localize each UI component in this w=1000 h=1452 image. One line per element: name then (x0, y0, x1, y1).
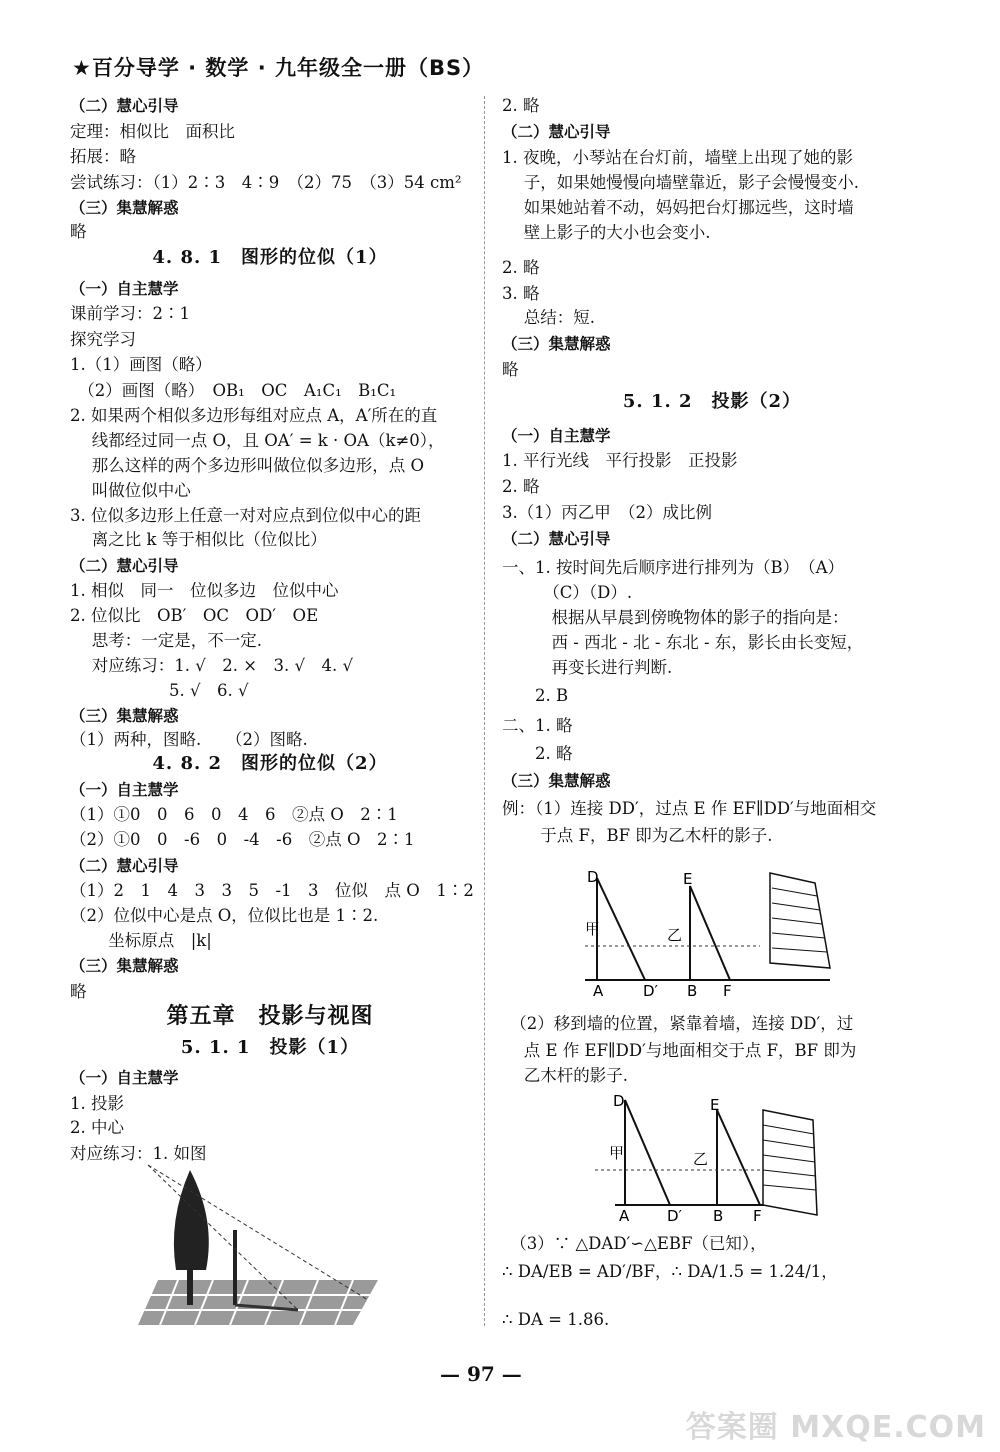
left-text-line: 思考：一定是，不一定. (70, 631, 262, 650)
right-section-heading: （三）集慧解惑 (502, 335, 611, 353)
left-text-line: 那么这样的两个多边形叫做位似多边形，点 O (70, 456, 425, 475)
left-text-line: 离之比 k 等于相似比（位似比） (70, 530, 327, 549)
fig2-label-dp: D′ (667, 1207, 682, 1225)
fig2-label-yi: 乙 (693, 1150, 709, 1168)
left-text-line: （2）①0 0 -6 0 -4 -6 ②点 O 2∶1 (70, 830, 415, 849)
shadow-figure-2 (595, 1090, 835, 1225)
right-text-line: 2. 略 (502, 258, 540, 277)
left-section-heading: （三）集慧解惑 (70, 957, 179, 975)
right-text-line: 二、1. 略 (502, 716, 573, 735)
right-text-line: 2. 略 (502, 744, 573, 763)
tree-projection-figure (138, 1160, 388, 1330)
left-text-line: 3. 位似多边形上任意一对对应点到位似中心的距 (70, 506, 421, 525)
page-number: — 97 — (440, 1362, 522, 1386)
fig1-label-jia: 甲 (585, 920, 601, 938)
left-text-line: 2. 中心 (70, 1118, 124, 1137)
left-section-heading: （三）集慧解惑 (70, 199, 179, 217)
fig1-label-yi: 乙 (667, 926, 683, 944)
fig2-label-b: B (713, 1207, 724, 1225)
right-text-line: 如果她站着不动，妈妈把台灯挪远些，这时墙 (502, 198, 854, 217)
left-section-heading: （一）自主慧学 (70, 1069, 179, 1087)
right-text-line: 1. 夜晚，小琴站在台灯前，墙壁上出现了她的影 (502, 148, 853, 167)
fig1-label-d: D (587, 868, 599, 886)
left-text-line: 1.（1）画图（略） (70, 355, 212, 374)
book-header: ★百分导学 · 数学 · 九年级全一册（BS） (72, 56, 485, 80)
right-text-line: 根据从早晨到傍晚物体的影子的指向是： (502, 608, 849, 627)
left-text-line: 线都经过同一点 O，且 OA′ = k · OA（k≠0）， (70, 431, 445, 450)
left-text-line: 探究学习 (70, 330, 136, 349)
right-section-heading: （二）慧心引导 (502, 123, 611, 141)
fig1-label-dp: D′ (643, 982, 658, 1000)
right-text-line: 再变长进行判断. (502, 658, 673, 677)
left-lesson-title: 4. 8. 1 图形的位似（1） (152, 247, 388, 268)
shadow-figure-1 (585, 868, 845, 1000)
right-text-line: （3）∵ △DAD′∽△EBF（已知）， (502, 1234, 767, 1253)
right-lesson-title: 5. 1. 2 投影（2） (622, 391, 802, 412)
right-text-line: 1. 平行光线 平行投影 正投影 (502, 451, 738, 470)
left-lesson-title: 4. 8. 2 图形的位似（2） (152, 753, 388, 774)
left-section-heading: （二）慧心引导 (70, 97, 179, 115)
left-text-line: 5. √ 6. √ (70, 681, 249, 700)
left-text-line: 尝试练习：（1）2∶3 4∶9 （2）75 （3）54 cm² (70, 173, 462, 192)
left-section-heading: （一）自主慧学 (70, 280, 179, 298)
right-text-line: 2. 略 (502, 96, 540, 115)
fig2-label-a: A (619, 1207, 630, 1225)
left-text-line: 课前学习：2∶1 (70, 304, 190, 323)
right-text-line: 子，如果她慢慢向墙壁靠近，影子会慢慢变小. (502, 173, 859, 192)
fig1-label-b: B (687, 982, 698, 1000)
right-text-line: 一、1. 按时间先后顺序进行排列为（B） （A） (502, 558, 845, 577)
watermark-logo: 答案圈 MXQE.COM (685, 1410, 986, 1445)
fig2-label-jia: 甲 (609, 1144, 625, 1162)
left-text-line: 略 (70, 222, 87, 241)
left-text-line: 2. 位似比 OB′ OC OD′ OE (70, 606, 319, 625)
left-text-line: （2）位似中心是点 O，位似比也是 1∶2. (70, 906, 379, 925)
right-text-line: 3.（1）丙乙甲 （2）成比例 (502, 503, 712, 522)
right-text-line: 西 - 西北 - 北 - 东北 - 东，影长由长变短， (502, 633, 864, 652)
fig1-label-a: A (593, 982, 604, 1000)
left-lesson-title: 5. 1. 1 投影（1） (180, 1037, 360, 1058)
left-section-heading: （一）自主慧学 (70, 781, 179, 799)
fig1-label-e: E (683, 870, 693, 888)
left-text-line: 定理：相似比 面积比 (70, 122, 235, 141)
left-text-line: 略 (70, 982, 87, 1001)
right-text-line: 略 (502, 360, 519, 379)
right-text-line: （2）移到墙的位置，紧靠着墙，连接 DD′，过 (502, 1014, 854, 1033)
right-text-line: 3. 略 (502, 284, 540, 303)
left-chapter-title: 第五章 投影与视图 (166, 1003, 374, 1029)
right-text-line: 于点 F，BF 即为乙木杆的影子. (502, 826, 773, 845)
right-text-line: ∴ DA = 1.86. (502, 1310, 610, 1329)
left-section-heading: （二）慧心引导 (70, 857, 179, 875)
right-section-heading: （一）自主慧学 (502, 427, 611, 445)
right-text-line: （C）（D）. (502, 583, 633, 602)
left-text-line: 1. 投影 (70, 1094, 124, 1113)
right-text-line: 点 E 作 EF∥DD′与地面相交于点 F，BF 即为 (502, 1041, 857, 1060)
right-section-heading: （三）集慧解惑 (502, 772, 611, 790)
left-text-line: （1）两种，图略. （2）图略. (70, 730, 308, 749)
left-section-heading: （三）集慧解惑 (70, 707, 179, 725)
left-text-line: 对应练习：1. √ 2. × 3. √ 4. √ (70, 656, 354, 675)
right-text-line: 例：（1）连接 DD′，过点 E 作 EF∥DD′与地面相交 (502, 799, 877, 818)
left-text-line: （1）①0 0 6 0 4 6 ②点 O 2∶1 (70, 805, 398, 824)
left-text-line: 1. 相似 同一 位似多边 位似中心 (70, 581, 339, 600)
left-text-line: （2）画图（略） OB₁ OC A₁C₁ B₁C₁ (70, 381, 397, 400)
left-text-line: 叫做位似中心 (70, 481, 191, 500)
left-text-line: （1）2 1 4 3 3 5 -1 3 位似 点 O 1∶2 (70, 881, 474, 900)
right-text-line: 总结：短. (502, 308, 595, 327)
left-text-line: 对应练习：1. 如图 (70, 1144, 207, 1163)
right-text-line: 2. B (502, 686, 569, 705)
right-text-line: 壁上影子的大小也会变小. (502, 223, 711, 242)
column-divider (484, 96, 485, 1326)
left-text-line: 2. 如果两个相似多边形每组对应点 A，A′所在的直 (70, 406, 438, 425)
fig1-label-f: F (723, 982, 732, 1000)
fig2-label-f: F (753, 1207, 762, 1225)
left-text-line: 拓展：略 (70, 147, 136, 166)
right-section-heading: （二）慧心引导 (502, 530, 611, 548)
left-text-line: 坐标原点 |k| (70, 931, 212, 950)
fig2-label-d: D (613, 1092, 625, 1110)
right-text-line: ∴ DA/EB = AD′/BF，∴ DA/1.5 = 1.24/1， (502, 1262, 838, 1281)
right-text-line: 乙木杆的影子. (502, 1066, 628, 1085)
fig2-label-e: E (710, 1096, 720, 1114)
right-text-line: 2. 略 (502, 477, 540, 496)
left-section-heading: （二）慧心引导 (70, 557, 179, 575)
